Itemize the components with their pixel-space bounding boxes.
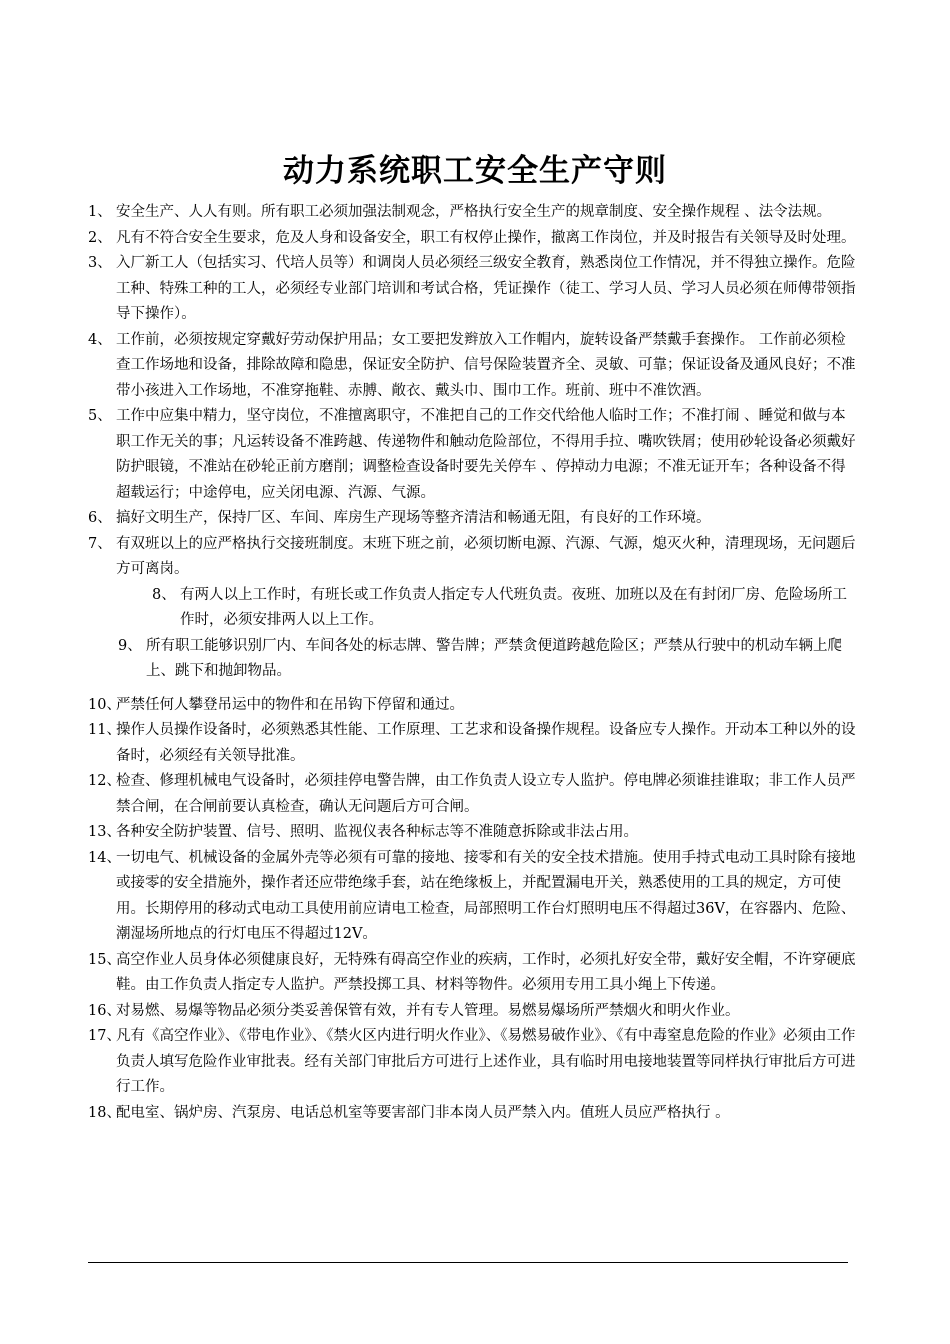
rule-text: 有双班以上的应严格执行交接班制度。末班下班之前，必须切断电源、汽源、气源，熄灭火种，清理现场，无问题后方可离岗。 [116, 535, 856, 577]
rule-number: 13、 [88, 824, 121, 840]
rule-number: 17、 [88, 1028, 121, 1044]
rule-number: 10、 [88, 696, 121, 713]
rule-item [88, 226, 858, 252]
rule-number: 5、 [88, 408, 112, 424]
rule-text: 各种安全防护装置、信号、照明、监视仪表各种标志等不准随意拆除或非法占用。 [116, 824, 638, 840]
rule-text: 工作中应集中精力，坚守岗位，不准擅离职守，不准把自己的工作交代给他人临时工作；不准打闹 、睡觉和做与本职工作无关的事；凡运转设备不准跨越、传递物件和触动危险部位，不得用手拉、嘴吹铁屑；使用砂轮设备必须戴好防护眼镜，不准站在砂轮正前方磨削；调整检查设备时要先关停车 、停掉动力电源；不准无证开车；各种设备不得超载运行；中途停电，应关闭电源、汽源、气源。 [116, 408, 856, 501]
rule-item [88, 634, 858, 685]
rule-text: 配电室、锅炉房、汽泵房、电话总机室等要害部门非本岗人员严禁入内。值班人员应严格执行 。 [116, 1104, 730, 1121]
rule-number: 16、 [88, 1002, 121, 1019]
rule-item [88, 583, 858, 634]
rule-number: 4、 [88, 331, 112, 348]
rule-item [88, 769, 858, 820]
rule-number: 12、 [88, 773, 121, 789]
rule-item [88, 404, 858, 506]
rule-item [88, 1024, 858, 1101]
rule-text: 对易燃、易爆等物品必须分类妥善保管有效，并有专人管理。易燃易爆场所严禁烟火和明火作业。 [116, 1002, 740, 1019]
rule-item [88, 328, 858, 405]
rule-text: 所有职工能够识别厂内、车间各处的标志牌、警告牌；严禁贪便道跨越危险区；严禁从行驶中的机动车辆上爬上、跳下和抛卸物品。 [146, 637, 842, 679]
rule-number: 9、 [118, 637, 142, 654]
rule-text: 凡有不符合安全生要求，危及人身和设备安全，职工有权停止操作，撤离工作岗位，并及时报告有关领导及时处理。 [116, 229, 856, 246]
rule-text: 高空作业人员身体必须健康良好，无特殊有碍高空作业的疾病，工作时，必须扎好安全带，戴好安全帽，不许穿硬底鞋。由工作负责人指定专人监护。严禁投掷工具、材料等物件。必须用专用工具小绳上下传递。 [116, 951, 856, 993]
rule-number: 2、 [88, 229, 112, 246]
rule-text: 凡有《高空作业》、《带电作业》、《禁火区内进行明火作业》、《易燃易破作业》、《有中毒窒息危险的作业》必须由工作负责人填写危险作业审批表。经有关部门审批后方可进行上述作业，具有临时用电接地装置等同样执行审批后方可进行工作。 [116, 1028, 856, 1095]
rule-text: 入厂新工人（包括实习、代培人员等）和调岗人员必须经三级安全教育，熟悉岗位工作情况，并不得独立操作。危险工种、特殊工种的工人，必须经专业部门培训和考试合格，凭证操作（徒工、学习人员、学习人员必须在师傅带领指导下操作）。 [116, 255, 856, 322]
rule-text: 操作人员操作设备时，必须熟悉其性能、工作原理、工艺求和设备操作规程。设备应专人操作。开动本工种以外的设备时，必须经有关领导批准。 [116, 722, 856, 764]
rule-item [88, 820, 858, 846]
rule-number: 7、 [88, 535, 112, 552]
document-title: 动力系统职工安全生产守则 [283, 152, 667, 189]
rule-item [88, 718, 858, 769]
rule-number: 6、 [88, 510, 112, 526]
rule-item [88, 999, 858, 1025]
rule-number: 15、 [88, 951, 121, 968]
rule-item [88, 506, 858, 532]
rule-text: 工作前，必须按规定穿戴好劳动保护用品；女工要把发辫放入工作帽内，旋转设备严禁戴手套操作。 工作前必须检查工作场地和设备，排除故障和隐患，保证安全防护、信号保险装置齐全、灵敏、可靠；保证设备及通风良好；不准带小孩进入工作场地，不准穿拖鞋、赤膊、敞衣、戴头巾、围巾工作。班前、班中不准饮酒。 [116, 331, 856, 399]
rule-item [88, 532, 858, 583]
rule-number: 14、 [88, 849, 121, 866]
rule-text: 安全生产、人人有则。所有职工必须加强法制观念，严格执行安全生产的规章制度、安全操作规程 、法令法规。 [116, 204, 832, 220]
rule-number: 18、 [88, 1104, 121, 1121]
rule-text: 有两人以上工作时，有班长或工作负责人指定专人代班负责。夜班、加班以及在有封闭厂房、危险场所工作时，必须安排两人以上工作。 [180, 586, 847, 628]
rule-text: 一切电气、机械设备的金属外壳等必须有可靠的接地、接零和有关的安全技术措施。使用手持式电动工具时除有接地或接零的安全措施外，操作者还应带绝缘手套，站在绝缘板上，并配置漏电开关，熟悉使用的工具的规定，方可使用。长期停用的移动式电动工具使用前应请电工检查，局部照明工作台灯照明电压不得超过36V，在容器内、危险、潮湿场所地点的行灯电压不得超过12V。 [116, 849, 856, 942]
rule-item [88, 693, 858, 719]
rule-number: 11、 [88, 722, 121, 738]
rule-item [88, 948, 858, 999]
rule-text: 检查、修理机械电气设备时，必须挂停电警告牌，由工作负责人设立专人监护。停电牌必须谁挂谁取；非工作人员严禁合闸，在合闸前要认真检查，确认无问题后方可合闸。 [116, 773, 856, 815]
rule-number: 1、 [88, 204, 112, 220]
footer-divider [88, 1262, 848, 1263]
rule-text: 严禁任何人攀登吊运中的物件和在吊钩下停留和通过。 [116, 696, 464, 713]
rule-item [88, 1101, 858, 1127]
rule-item [88, 846, 858, 948]
rules-list [88, 200, 858, 1126]
rule-number: 8、 [152, 586, 176, 603]
rule-number: 3、 [88, 255, 112, 271]
rule-item [88, 251, 858, 328]
rule-text: 搞好文明生产，保持厂区、车间、库房生产现场等整齐清洁和畅通无阻，有良好的工作环境。 [116, 510, 711, 526]
rule-item [88, 200, 858, 226]
